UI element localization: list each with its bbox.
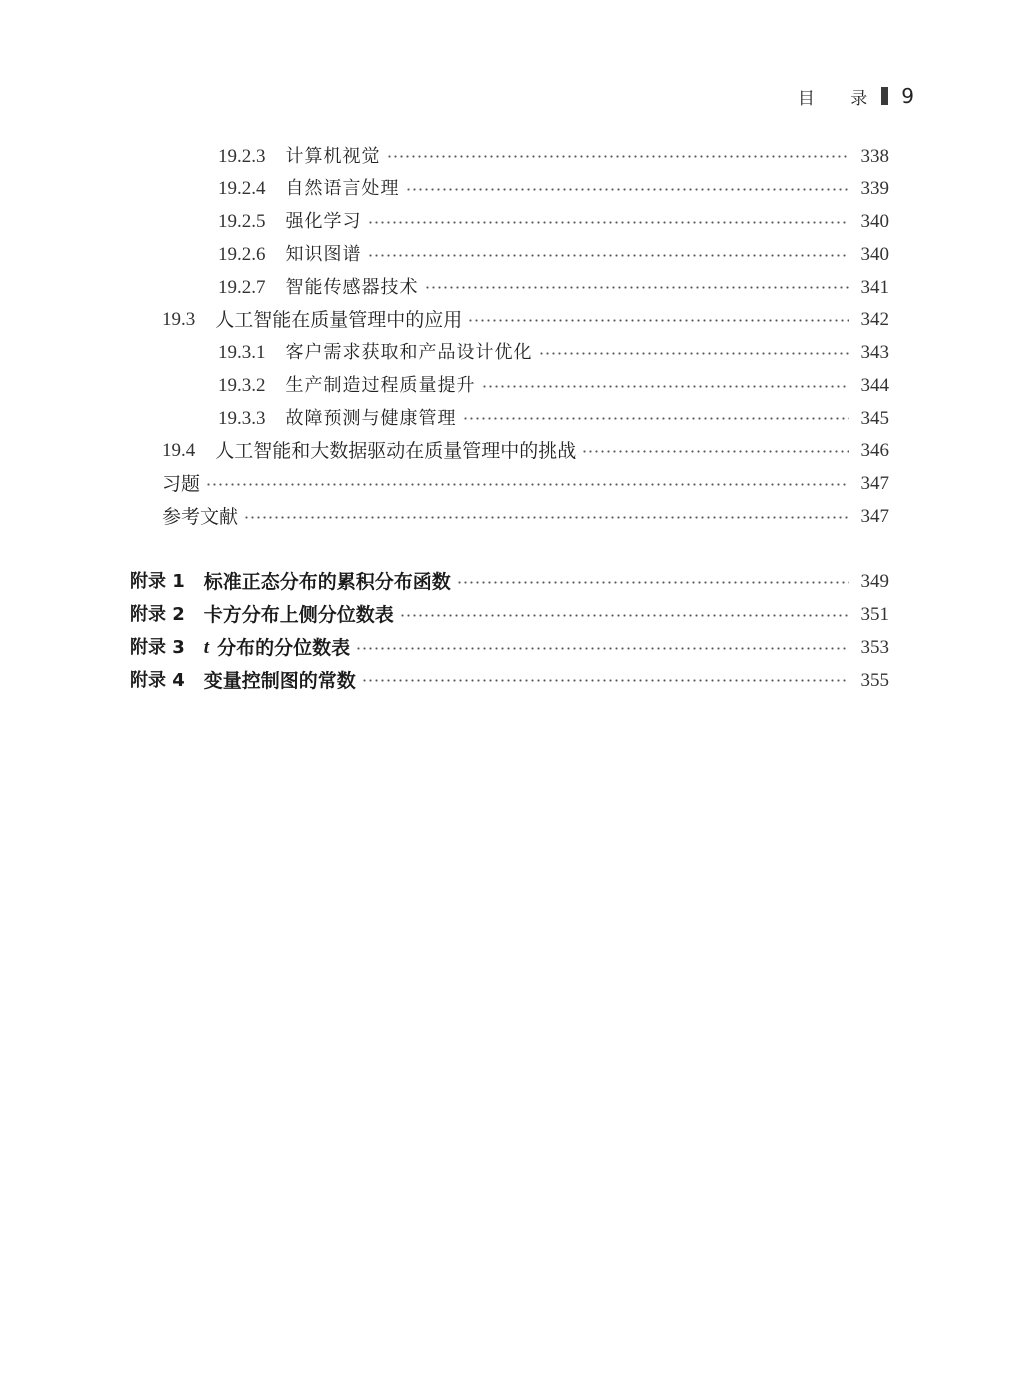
dot-leader xyxy=(464,417,849,420)
header-title: 目 录 xyxy=(797,88,868,109)
dot-leader xyxy=(540,352,849,355)
appendix-title: 分布的分位数表 xyxy=(217,636,351,659)
toc-entry xyxy=(130,304,889,337)
section-number: 19.3.2 xyxy=(218,374,266,396)
page-number: 340 xyxy=(860,243,889,265)
page-number: 353 xyxy=(860,636,889,658)
dot-leader xyxy=(583,450,848,453)
page-number: 345 xyxy=(860,407,889,429)
appendix-entry xyxy=(130,599,889,632)
appendix-title-italic-symbol: t xyxy=(203,636,210,658)
section-title: 人工智能在质量管理中的应用 xyxy=(215,309,463,332)
dot-leader xyxy=(207,483,848,486)
toc-entry xyxy=(130,206,889,239)
page-number: 340 xyxy=(860,211,889,233)
section-number: 19.2.5 xyxy=(218,211,266,233)
dot-leader xyxy=(388,155,849,158)
appendix-number: 附录 1 xyxy=(130,571,185,593)
appendix-entry xyxy=(130,632,889,665)
page-number: 351 xyxy=(860,604,889,626)
toc-entry-exercises xyxy=(130,468,889,501)
toc-entry xyxy=(130,370,889,403)
dot-leader xyxy=(369,254,849,257)
section-title: 生产制造过程质量提升 xyxy=(285,374,476,396)
dot-leader xyxy=(363,679,849,682)
appendix-number: 附录 2 xyxy=(130,604,185,626)
page-number: 347 xyxy=(860,473,889,495)
toc-entry xyxy=(130,337,889,370)
page-number: 342 xyxy=(860,309,889,331)
section-title: 客户需求获取和产品设计优化 xyxy=(285,342,533,364)
section-title: 习题 xyxy=(162,473,201,496)
page-number: 344 xyxy=(860,374,889,396)
running-header xyxy=(798,84,914,108)
section-title: 知识图谱 xyxy=(285,243,362,265)
page-number: 341 xyxy=(860,276,889,298)
dot-leader xyxy=(357,647,848,650)
section-title: 智能传感器技术 xyxy=(285,276,419,298)
section-title: 强化学习 xyxy=(285,211,362,233)
section-number: 19.2.4 xyxy=(218,178,266,200)
toc-entry-references xyxy=(130,501,889,534)
dot-leader xyxy=(407,188,849,191)
table-of-contents xyxy=(130,141,889,698)
page-number: 355 xyxy=(860,669,889,691)
dot-leader xyxy=(458,581,849,584)
dot-leader xyxy=(483,385,849,388)
page-number: 343 xyxy=(860,342,889,364)
page-number: 349 xyxy=(860,571,889,593)
dot-leader xyxy=(401,614,849,617)
toc-entry xyxy=(130,239,889,272)
page-number: 339 xyxy=(860,178,889,200)
section-number: 19.2.3 xyxy=(218,145,266,167)
section-number: 19.2.7 xyxy=(218,276,266,298)
toc-entry xyxy=(130,141,889,174)
section-number: 19.3.1 xyxy=(218,342,266,364)
dot-leader xyxy=(245,516,848,519)
section-title: 自然语言处理 xyxy=(285,178,400,200)
page-number: 338 xyxy=(860,145,889,167)
section-title: 故障预测与健康管理 xyxy=(285,407,457,429)
appendix-title: 卡方分布上侧分位数表 xyxy=(203,604,394,627)
section-number: 19.3 xyxy=(162,309,196,331)
section-number: 19.3.3 xyxy=(218,407,266,429)
header-divider-bar xyxy=(881,87,888,105)
toc-entry xyxy=(130,403,889,436)
dot-leader xyxy=(469,319,848,322)
toc-entry xyxy=(130,435,889,468)
header-page-number: 9 xyxy=(901,84,914,108)
appendix-list xyxy=(130,566,889,697)
dot-leader xyxy=(426,286,849,289)
appendix-number: 附录 3 xyxy=(130,636,185,658)
page-number: 347 xyxy=(860,505,889,527)
toc-entry xyxy=(130,173,889,206)
toc-entry xyxy=(130,272,889,305)
appendix-title: 变量控制图的常数 xyxy=(203,669,356,692)
appendix-title: 标准正态分布的累积分布函数 xyxy=(203,571,451,594)
appendix-entry xyxy=(130,566,889,599)
page-number: 346 xyxy=(860,440,889,462)
section-title: 计算机视觉 xyxy=(285,145,381,167)
section-number: 19.2.6 xyxy=(218,243,266,265)
section-title: 参考文献 xyxy=(162,505,239,528)
dot-leader xyxy=(369,221,849,224)
appendix-number: 附录 4 xyxy=(130,669,185,691)
appendix-entry xyxy=(130,665,889,698)
section-title: 人工智能和大数据驱动在质量管理中的挑战 xyxy=(215,440,577,463)
section-number: 19.4 xyxy=(162,440,196,462)
